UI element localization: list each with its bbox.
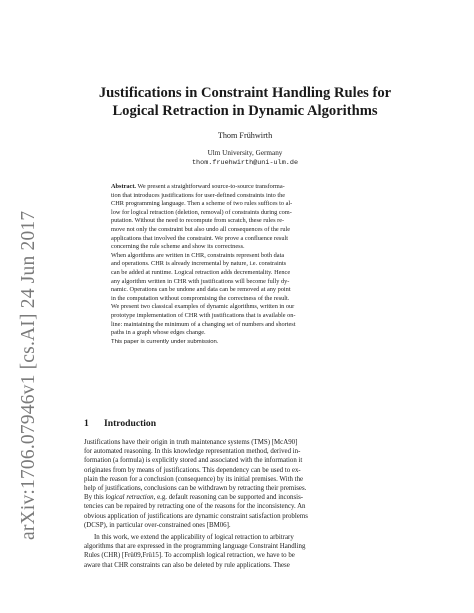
abstract-line: applications that involved the constraint. We prove a confluence result	[111, 234, 289, 242]
body-line: tencies can be repaired by retracting one of the reasons for the inconsistency. An	[84, 503, 306, 511]
abstract-line: can be added at runtime. Logical retraction adds decrementality. Hence	[111, 268, 291, 276]
body-text	[84, 438, 394, 570]
arxiv-stamp[interactable]: arXiv:1706.07946v1 [cs.AI] 24 Jun 2017	[18, 210, 39, 540]
submission-note: This paper is currently under submission.	[111, 338, 219, 345]
abstract-line: line: maintaining the minimum of a changing set of numbers and shortest	[111, 320, 296, 328]
abstract-label: Abstract.	[111, 183, 137, 190]
section-number: 1	[84, 418, 89, 429]
body-line: obvious application of justifications are dynamic constraint satisfaction problems	[84, 512, 308, 520]
abstract-line: We present two classical examples of dynamic algorithms, written in our	[111, 303, 295, 311]
affiliation	[95, 148, 395, 168]
abstract-text: We present a straightforward source-to-source transforma-	[136, 183, 285, 190]
abstract-line: and operations. CHR is already incremental by nature, i.e. constraints	[111, 260, 287, 268]
body-line: algorithms that are expressed in the programming language Constraint Handling	[84, 543, 306, 551]
abstract-line: putation. Without the need to recompute from scratch, these rules re-	[111, 217, 285, 225]
abstract-line: paths in a graph whose edges change.	[111, 329, 206, 337]
abstract-line: any algorithm written in CHR with justifications will become fully dy-	[111, 277, 290, 285]
body-text-segment: , e.g. default reasoning can be supported and inconsis-	[153, 494, 304, 502]
institution: Ulm University, Germany	[207, 149, 283, 157]
abstract-line: CHR programming language. Then a scheme of two rules suffices to al-	[111, 200, 293, 208]
title-line: Justifications in Constraint Handling Rules for	[98, 85, 392, 101]
section-heading	[84, 418, 156, 429]
body-line: formation (a formula) is explicitly stored and associated with the information it	[84, 457, 303, 465]
body-line: Justifications have their origin in truth maintenance systems (TMS) [McA90]	[84, 439, 298, 446]
abstract-line: in the computation without compromising the correctness of the result.	[111, 294, 290, 302]
body-line: help of justifications, conclusions can be withdrawn by retracting their premises.	[84, 485, 307, 493]
body-line: Rules (CHR) [Frü09,Frü15]. To accomplish logical retraction, we have to be	[84, 552, 295, 560]
abstract-line: tion that introduces justifications for user-defined constraints into the	[111, 191, 286, 199]
body-line: (DCSP), in particular over-constrained ones [BM06].	[84, 521, 231, 529]
abstract-line: prototype implementation of CHR with justifications that is available on-	[111, 311, 296, 319]
emphasized-term: logical retraction	[105, 494, 154, 502]
body-line: for automated reasoning. In this knowledge representation method, derived in-	[84, 448, 301, 456]
paper-title	[95, 84, 395, 120]
title-line: Logical Retraction in Dynamic Algorithms	[112, 103, 378, 119]
abstract-line: concerning the rule scheme and show its correctness.	[111, 243, 245, 251]
abstract-line: When algorithms are written in CHR, constraints represent both data	[111, 251, 285, 259]
body-line: originates from by means of justifications. This dependency can be used to ex-	[84, 466, 301, 474]
body-line: aware that CHR constraints can also be deleted by rule applications. These	[84, 561, 290, 569]
section-title: Introduction	[104, 418, 157, 429]
abstract-line: move not only the constraint but also undo all consequences of the rule	[111, 225, 291, 233]
author-email[interactable]: thom.fruehwirth@uni-ulm.de	[191, 159, 299, 167]
author-name: Thom Frühwirth	[217, 131, 273, 140]
abstract	[111, 183, 383, 346]
body-line	[84, 493, 394, 502]
abstract-line: namic. Operations can be undone and data can be removed at any point	[111, 286, 291, 294]
abstract-line	[111, 183, 383, 192]
body-text-segment: By this	[84, 494, 106, 502]
body-line: In this work, we extend the applicability of logical retraction to arbitrary	[94, 534, 294, 542]
body-line: plain the reason for a conclusion (consequence) by its initial premises. With the	[84, 475, 304, 483]
abstract-line: low for logical retraction (deletion, removal) of constraints during com-	[111, 208, 292, 216]
